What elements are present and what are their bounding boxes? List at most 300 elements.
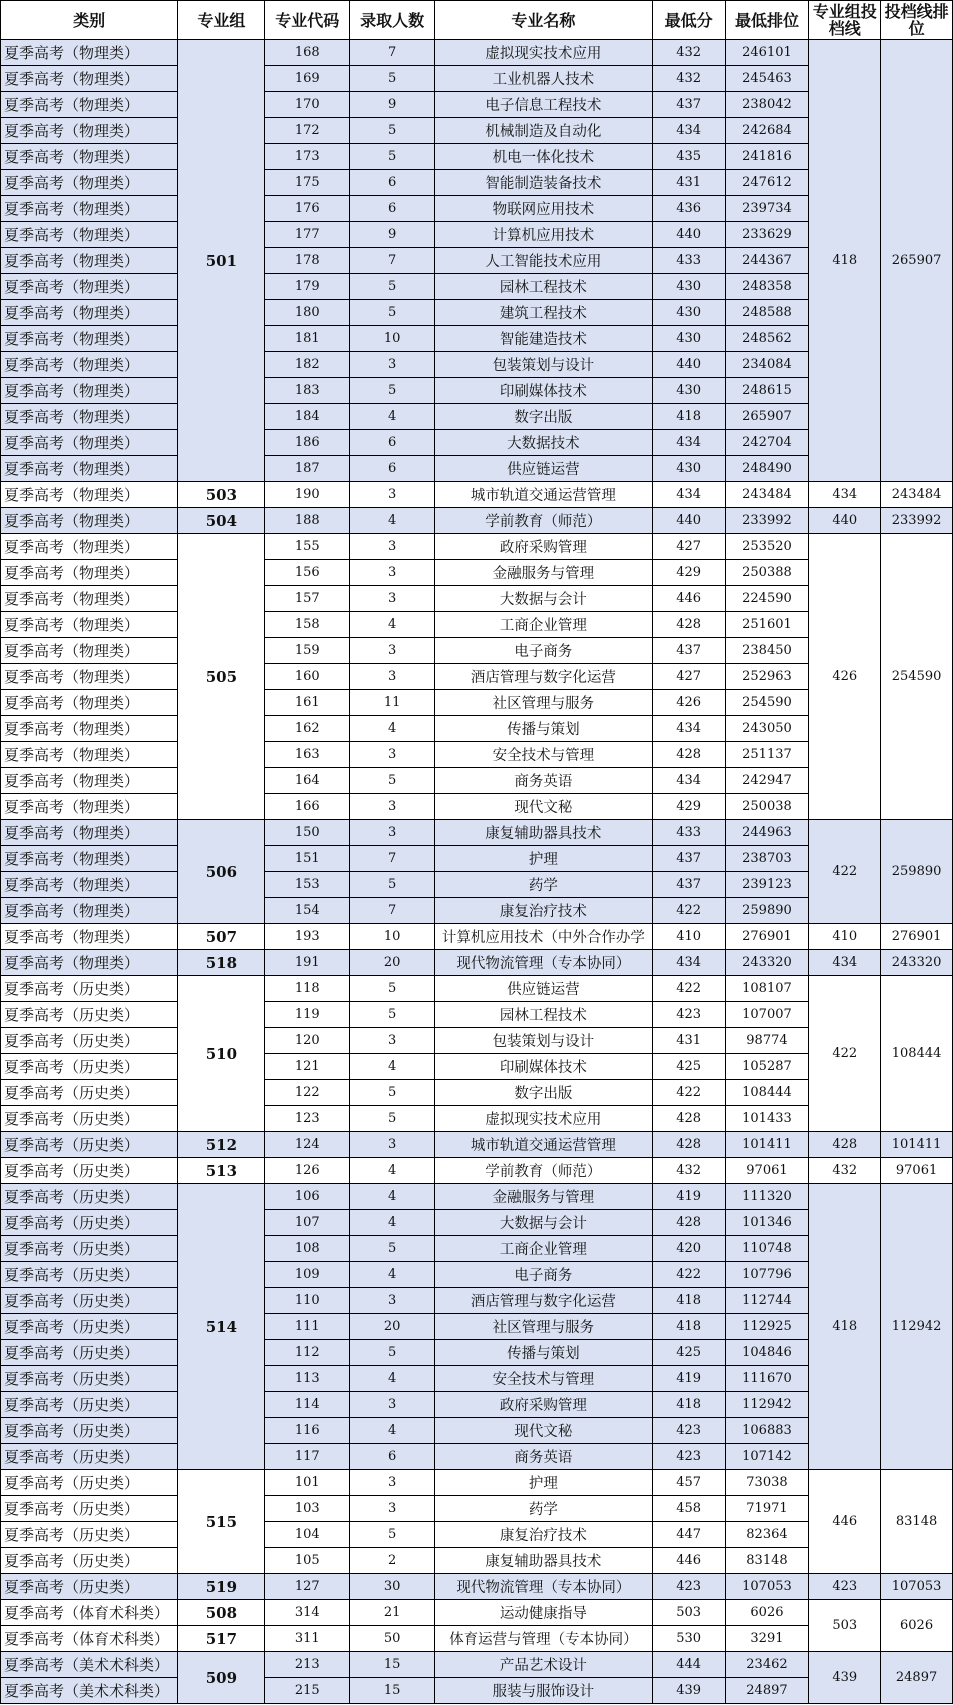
min-rank-cell: 248358 [725, 274, 809, 300]
group-cell: 519 [178, 1574, 265, 1600]
admitted-count-cell: 15 [350, 1678, 435, 1704]
admitted-count-cell: 4 [350, 1158, 435, 1184]
major-name-cell: 城市轨道交通运营管理 [435, 482, 653, 508]
major-code-cell: 191 [265, 950, 350, 976]
major-name-cell: 大数据技术 [435, 430, 653, 456]
table-row [1, 1132, 953, 1158]
major-name-cell: 机械制造及自动化 [435, 118, 653, 144]
major-code-cell: 120 [265, 1028, 350, 1054]
category-cell: 夏季高考（历史类） [1, 1366, 178, 1392]
category-cell: 夏季高考（物理类） [1, 924, 178, 950]
group-line-cell: 428 [809, 1132, 881, 1158]
table-row [1, 40, 953, 66]
header-group-line: 专业组投档线 [809, 1, 881, 40]
min-score-cell: 457 [652, 1470, 725, 1496]
group-cell: 501 [178, 40, 265, 482]
min-rank-cell: 108107 [725, 976, 809, 1002]
major-name-cell: 大数据与会计 [435, 586, 653, 612]
min-score-cell: 418 [652, 1392, 725, 1418]
admitted-count-cell: 5 [350, 1340, 435, 1366]
category-cell: 夏季高考（物理类） [1, 586, 178, 612]
major-name-cell: 药学 [435, 872, 653, 898]
line-rank-cell: 6026 [881, 1600, 953, 1652]
major-code-cell: 187 [265, 456, 350, 482]
min-score-cell: 434 [652, 482, 725, 508]
min-rank-cell: 107053 [725, 1574, 809, 1600]
min-score-cell: 423 [652, 1002, 725, 1028]
category-cell: 夏季高考（物理类） [1, 196, 178, 222]
major-code-cell: 172 [265, 118, 350, 144]
min-score-cell: 437 [652, 638, 725, 664]
group-cell: 510 [178, 976, 265, 1132]
min-score-cell: 435 [652, 144, 725, 170]
major-code-cell: 110 [265, 1288, 350, 1314]
major-name-cell: 智能制造装备技术 [435, 170, 653, 196]
table-row [1, 924, 953, 950]
category-cell: 夏季高考（历史类） [1, 1314, 178, 1340]
major-name-cell: 社区管理与服务 [435, 690, 653, 716]
admitted-count-cell: 7 [350, 898, 435, 924]
category-cell: 夏季高考（物理类） [1, 872, 178, 898]
min-rank-cell: 248490 [725, 456, 809, 482]
major-name-cell: 安全技术与管理 [435, 1366, 653, 1392]
admitted-count-cell: 4 [350, 508, 435, 534]
category-cell: 夏季高考（物理类） [1, 404, 178, 430]
min-score-cell: 431 [652, 1028, 725, 1054]
min-score-cell: 430 [652, 456, 725, 482]
admitted-count-cell: 5 [350, 378, 435, 404]
category-cell: 夏季高考（历史类） [1, 1080, 178, 1106]
major-name-cell: 康复辅助器具技术 [435, 820, 653, 846]
major-code-cell: 182 [265, 352, 350, 378]
min-score-cell: 436 [652, 196, 725, 222]
major-code-cell: 111 [265, 1314, 350, 1340]
min-rank-cell: 248588 [725, 300, 809, 326]
major-name-cell: 现代物流管理（专本协同） [435, 1574, 653, 1600]
major-code-cell: 184 [265, 404, 350, 430]
category-cell: 夏季高考（历史类） [1, 1106, 178, 1132]
min-rank-cell: 24897 [725, 1678, 809, 1704]
min-rank-cell: 243320 [725, 950, 809, 976]
major-name-cell: 数字出版 [435, 1080, 653, 1106]
min-score-cell: 428 [652, 612, 725, 638]
major-name-cell: 数字出版 [435, 404, 653, 430]
major-name-cell: 现代文秘 [435, 794, 653, 820]
major-name-cell: 建筑工程技术 [435, 300, 653, 326]
major-name-cell: 酒店管理与数字化运营 [435, 1288, 653, 1314]
category-cell: 夏季高考（物理类） [1, 638, 178, 664]
major-name-cell: 供应链运营 [435, 976, 653, 1002]
category-cell: 夏季高考（历史类） [1, 976, 178, 1002]
major-code-cell: 150 [265, 820, 350, 846]
table-row [1, 1574, 953, 1600]
admitted-count-cell: 30 [350, 1574, 435, 1600]
admitted-count-cell: 5 [350, 144, 435, 170]
category-cell: 夏季高考（美术术科类） [1, 1652, 178, 1678]
min-score-cell: 431 [652, 170, 725, 196]
category-cell: 夏季高考（历史类） [1, 1028, 178, 1054]
major-name-cell: 物联网应用技术 [435, 196, 653, 222]
min-rank-cell: 251137 [725, 742, 809, 768]
major-code-cell: 112 [265, 1340, 350, 1366]
header-category: 类别 [1, 1, 178, 40]
admitted-count-cell: 5 [350, 768, 435, 794]
major-code-cell: 156 [265, 560, 350, 586]
major-code-cell: 163 [265, 742, 350, 768]
line-rank-cell: 97061 [881, 1158, 953, 1184]
major-code-cell: 108 [265, 1236, 350, 1262]
admitted-count-cell: 5 [350, 1522, 435, 1548]
table-row [1, 976, 953, 1002]
major-code-cell: 117 [265, 1444, 350, 1470]
category-cell: 夏季高考（历史类） [1, 1158, 178, 1184]
category-cell: 夏季高考（物理类） [1, 508, 178, 534]
major-code-cell: 153 [265, 872, 350, 898]
min-rank-cell: 23462 [725, 1652, 809, 1678]
admitted-count-cell: 4 [350, 404, 435, 430]
major-code-cell: 215 [265, 1678, 350, 1704]
line-rank-cell: 243320 [881, 950, 953, 976]
major-name-cell: 康复辅助器具技术 [435, 1548, 653, 1574]
major-code-cell: 109 [265, 1262, 350, 1288]
admitted-count-cell: 3 [350, 794, 435, 820]
category-cell: 夏季高考（物理类） [1, 66, 178, 92]
table-row [1, 1158, 953, 1184]
min-score-cell: 437 [652, 872, 725, 898]
major-name-cell: 传播与策划 [435, 716, 653, 742]
admitted-count-cell: 3 [350, 482, 435, 508]
min-rank-cell: 247612 [725, 170, 809, 196]
min-score-cell: 440 [652, 508, 725, 534]
admitted-count-cell: 10 [350, 326, 435, 352]
admitted-count-cell: 3 [350, 664, 435, 690]
category-cell: 夏季高考（历史类） [1, 1522, 178, 1548]
table-row [1, 1652, 953, 1678]
min-rank-cell: 101433 [725, 1106, 809, 1132]
group-cell: 507 [178, 924, 265, 950]
category-cell: 夏季高考（物理类） [1, 898, 178, 924]
group-line-cell: 439 [809, 1652, 881, 1704]
category-cell: 夏季高考（物理类） [1, 950, 178, 976]
group-cell: 505 [178, 534, 265, 820]
major-code-cell: 311 [265, 1626, 350, 1652]
major-code-cell: 123 [265, 1106, 350, 1132]
table-row [1, 820, 953, 846]
min-score-cell: 434 [652, 768, 725, 794]
header-group: 专业组 [178, 1, 265, 40]
min-rank-cell: 253520 [725, 534, 809, 560]
min-rank-cell: 242704 [725, 430, 809, 456]
major-name-cell: 社区管理与服务 [435, 1314, 653, 1340]
category-cell: 夏季高考（历史类） [1, 1002, 178, 1028]
admitted-count-cell: 9 [350, 222, 435, 248]
major-name-cell: 护理 [435, 846, 653, 872]
admitted-count-cell: 6 [350, 1444, 435, 1470]
major-name-cell: 现代文秘 [435, 1418, 653, 1444]
major-code-cell: 178 [265, 248, 350, 274]
min-rank-cell: 71971 [725, 1496, 809, 1522]
major-name-cell: 传播与策划 [435, 1340, 653, 1366]
line-rank-cell: 233992 [881, 508, 953, 534]
major-code-cell: 159 [265, 638, 350, 664]
min-rank-cell: 252963 [725, 664, 809, 690]
category-cell: 夏季高考（体育术科类） [1, 1600, 178, 1626]
header-row [1, 1, 953, 40]
line-rank-cell: 259890 [881, 820, 953, 924]
admitted-count-cell: 15 [350, 1652, 435, 1678]
table-row [1, 482, 953, 508]
major-code-cell: 118 [265, 976, 350, 1002]
min-rank-cell: 101411 [725, 1132, 809, 1158]
admitted-count-cell: 20 [350, 1314, 435, 1340]
min-score-cell: 433 [652, 248, 725, 274]
major-code-cell: 213 [265, 1652, 350, 1678]
major-code-cell: 168 [265, 40, 350, 66]
category-cell: 夏季高考（历史类） [1, 1236, 178, 1262]
category-cell: 夏季高考（物理类） [1, 534, 178, 560]
min-score-cell: 430 [652, 326, 725, 352]
category-cell: 夏季高考（物理类） [1, 248, 178, 274]
admitted-count-cell: 5 [350, 1002, 435, 1028]
min-rank-cell: 250038 [725, 794, 809, 820]
major-code-cell: 121 [265, 1054, 350, 1080]
min-rank-cell: 259890 [725, 898, 809, 924]
header-major-name: 专业名称 [435, 1, 653, 40]
min-score-cell: 430 [652, 300, 725, 326]
major-name-cell: 电子商务 [435, 1262, 653, 1288]
min-rank-cell: 248562 [725, 326, 809, 352]
major-name-cell: 工商企业管理 [435, 612, 653, 638]
min-rank-cell: 246101 [725, 40, 809, 66]
admitted-count-cell: 5 [350, 66, 435, 92]
min-score-cell: 432 [652, 40, 725, 66]
min-score-cell: 447 [652, 1522, 725, 1548]
category-cell: 夏季高考（物理类） [1, 664, 178, 690]
group-cell: 503 [178, 482, 265, 508]
min-rank-cell: 112942 [725, 1392, 809, 1418]
min-score-cell: 418 [652, 404, 725, 430]
group-line-cell: 503 [809, 1600, 881, 1652]
group-cell: 514 [178, 1184, 265, 1470]
admitted-count-cell: 5 [350, 872, 435, 898]
major-name-cell: 人工智能技术应用 [435, 248, 653, 274]
major-code-cell: 170 [265, 92, 350, 118]
min-rank-cell: 112744 [725, 1288, 809, 1314]
min-score-cell: 423 [652, 1574, 725, 1600]
major-code-cell: 164 [265, 768, 350, 794]
group-cell: 517 [178, 1626, 265, 1652]
admitted-count-cell: 5 [350, 1106, 435, 1132]
admitted-count-cell: 2 [350, 1548, 435, 1574]
group-line-cell: 434 [809, 950, 881, 976]
table-row [1, 1470, 953, 1496]
min-score-cell: 420 [652, 1236, 725, 1262]
table-row [1, 1600, 953, 1626]
major-name-cell: 护理 [435, 1470, 653, 1496]
category-cell: 夏季高考（物理类） [1, 612, 178, 638]
major-code-cell: 188 [265, 508, 350, 534]
min-score-cell: 432 [652, 66, 725, 92]
min-rank-cell: 265907 [725, 404, 809, 430]
min-rank-cell: 233629 [725, 222, 809, 248]
min-rank-cell: 233992 [725, 508, 809, 534]
min-score-cell: 430 [652, 378, 725, 404]
admitted-count-cell: 10 [350, 924, 435, 950]
min-score-cell: 425 [652, 1054, 725, 1080]
major-name-cell: 政府采购管理 [435, 534, 653, 560]
major-name-cell: 印刷媒体技术 [435, 378, 653, 404]
line-rank-cell: 107053 [881, 1574, 953, 1600]
group-cell: 508 [178, 1600, 265, 1626]
major-code-cell: 166 [265, 794, 350, 820]
major-name-cell: 电子商务 [435, 638, 653, 664]
major-code-cell: 104 [265, 1522, 350, 1548]
min-score-cell: 434 [652, 430, 725, 456]
min-score-cell: 428 [652, 1106, 725, 1132]
min-score-cell: 419 [652, 1366, 725, 1392]
major-code-cell: 122 [265, 1080, 350, 1106]
min-rank-cell: 243050 [725, 716, 809, 742]
min-score-cell: 422 [652, 976, 725, 1002]
category-cell: 夏季高考（历史类） [1, 1444, 178, 1470]
group-line-cell: 410 [809, 924, 881, 950]
category-cell: 夏季高考（物理类） [1, 768, 178, 794]
major-name-cell: 酒店管理与数字化运营 [435, 664, 653, 690]
min-score-cell: 440 [652, 352, 725, 378]
category-cell: 夏季高考（历史类） [1, 1548, 178, 1574]
admitted-count-cell: 3 [350, 352, 435, 378]
major-name-cell: 计算机应用技术（中外合作办学 [435, 924, 653, 950]
min-rank-cell: 83148 [725, 1548, 809, 1574]
group-line-cell: 418 [809, 1184, 881, 1470]
major-name-cell: 金融服务与管理 [435, 1184, 653, 1210]
group-cell: 506 [178, 820, 265, 924]
header-line-rank: 投档线排位 [881, 1, 953, 40]
group-line-cell: 446 [809, 1470, 881, 1574]
min-score-cell: 428 [652, 742, 725, 768]
major-name-cell: 商务英语 [435, 768, 653, 794]
min-rank-cell: 3291 [725, 1626, 809, 1652]
min-rank-cell: 73038 [725, 1470, 809, 1496]
min-score-cell: 429 [652, 560, 725, 586]
header-major-code: 专业代码 [265, 1, 350, 40]
admitted-count-cell: 4 [350, 716, 435, 742]
major-name-cell: 印刷媒体技术 [435, 1054, 653, 1080]
admitted-count-cell: 4 [350, 1184, 435, 1210]
major-code-cell: 113 [265, 1366, 350, 1392]
category-cell: 夏季高考（物理类） [1, 716, 178, 742]
category-cell: 夏季高考（物理类） [1, 40, 178, 66]
category-cell: 夏季高考（历史类） [1, 1496, 178, 1522]
min-rank-cell: 111320 [725, 1184, 809, 1210]
major-name-cell: 体育运营与管理（专本协同） [435, 1626, 653, 1652]
admitted-count-cell: 3 [350, 1392, 435, 1418]
admitted-count-cell: 6 [350, 456, 435, 482]
group-line-cell: 422 [809, 976, 881, 1132]
admitted-count-cell: 3 [350, 1132, 435, 1158]
line-rank-cell: 243484 [881, 482, 953, 508]
major-code-cell: 160 [265, 664, 350, 690]
major-code-cell: 157 [265, 586, 350, 612]
min-score-cell: 427 [652, 664, 725, 690]
admitted-count-cell: 4 [350, 612, 435, 638]
major-name-cell: 包装策划与设计 [435, 1028, 653, 1054]
category-cell: 夏季高考（物理类） [1, 456, 178, 482]
min-score-cell: 432 [652, 1158, 725, 1184]
major-code-cell: 127 [265, 1574, 350, 1600]
min-score-cell: 434 [652, 950, 725, 976]
min-rank-cell: 107007 [725, 1002, 809, 1028]
major-code-cell: 105 [265, 1548, 350, 1574]
category-cell: 夏季高考（物理类） [1, 300, 178, 326]
admitted-count-cell: 3 [350, 1496, 435, 1522]
table-row [1, 534, 953, 560]
min-rank-cell: 250388 [725, 560, 809, 586]
min-score-cell: 423 [652, 1418, 725, 1444]
min-score-cell: 437 [652, 846, 725, 872]
category-cell: 夏季高考（美术术科类） [1, 1678, 178, 1704]
admitted-count-cell: 4 [350, 1054, 435, 1080]
table-row [1, 508, 953, 534]
group-line-cell: 440 [809, 508, 881, 534]
major-code-cell: 193 [265, 924, 350, 950]
min-score-cell: 418 [652, 1314, 725, 1340]
header-min-rank: 最低排位 [725, 1, 809, 40]
line-rank-cell: 24897 [881, 1652, 953, 1704]
line-rank-cell: 83148 [881, 1470, 953, 1574]
category-cell: 夏季高考（历史类） [1, 1288, 178, 1314]
min-rank-cell: 239123 [725, 872, 809, 898]
min-rank-cell: 242947 [725, 768, 809, 794]
major-name-cell: 服装与服饰设计 [435, 1678, 653, 1704]
category-cell: 夏季高考（物理类） [1, 170, 178, 196]
min-score-cell: 440 [652, 222, 725, 248]
min-rank-cell: 82364 [725, 1522, 809, 1548]
category-cell: 夏季高考（物理类） [1, 430, 178, 456]
category-cell: 夏季高考（物理类） [1, 92, 178, 118]
major-name-cell: 机电一体化技术 [435, 144, 653, 170]
min-rank-cell: 6026 [725, 1600, 809, 1626]
min-score-cell: 437 [652, 92, 725, 118]
min-score-cell: 428 [652, 1210, 725, 1236]
min-rank-cell: 234084 [725, 352, 809, 378]
admitted-count-cell: 9 [350, 92, 435, 118]
min-score-cell: 425 [652, 1340, 725, 1366]
major-code-cell: 177 [265, 222, 350, 248]
category-cell: 夏季高考（历史类） [1, 1184, 178, 1210]
major-code-cell: 154 [265, 898, 350, 924]
admitted-count-cell: 50 [350, 1626, 435, 1652]
min-rank-cell: 224590 [725, 586, 809, 612]
min-score-cell: 410 [652, 924, 725, 950]
admitted-count-cell: 5 [350, 118, 435, 144]
min-rank-cell: 97061 [725, 1158, 809, 1184]
major-code-cell: 151 [265, 846, 350, 872]
group-cell: 509 [178, 1652, 265, 1704]
min-rank-cell: 107796 [725, 1262, 809, 1288]
major-code-cell: 103 [265, 1496, 350, 1522]
header-admitted-count: 录取人数 [350, 1, 435, 40]
admitted-count-cell: 4 [350, 1262, 435, 1288]
admitted-count-cell: 21 [350, 1600, 435, 1626]
major-name-cell: 药学 [435, 1496, 653, 1522]
min-score-cell: 503 [652, 1600, 725, 1626]
line-rank-cell: 108444 [881, 976, 953, 1132]
min-score-cell: 530 [652, 1626, 725, 1652]
major-name-cell: 现代物流管理（专本协同） [435, 950, 653, 976]
table-body [1, 40, 953, 1704]
category-cell: 夏季高考（物理类） [1, 742, 178, 768]
